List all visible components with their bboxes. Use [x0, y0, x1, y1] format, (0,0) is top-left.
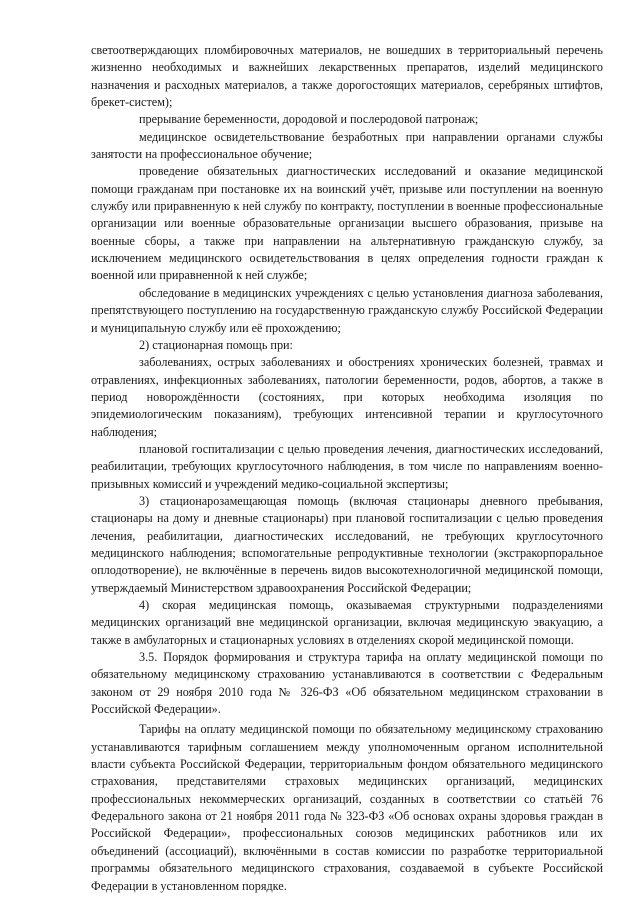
paragraph: заболеваниях, острых заболеваниях и обострениях хронических болезней, травмах и отравлениях, инфекционных заболеваниях, патологии беременности, родов, абортов, а также в период новорождённости (состояниях, при которых необходима изоляция по эпидемиологическим показаниям), требующих интенсивной терапии и круглосуточного наблюдения;	[91, 355, 603, 439]
section-3-5: 3.5. Порядок формирования и структура тарифа на оплату медицинской помощи по обязательному медицинскому страхованию устанавливаются в соответствии с Федеральным законом от 29 ноября 2010 года № 326-ФЗ «Об обязательном медицинском страховании в Российской Федерации».	[91, 650, 603, 717]
list-item-3: 3) стационарозамещающая помощь (включая стационары дневного пребывания, стационары на дому и дневные стационары) при плановой госпитализации с целью проведения лечения, реабилитации, диагностических исследований, не требующих круглосуточного медицинского наблюдения; вспомогательные репродуктивные технологии (экстракорпоральное оплодотворение), не включённые в перечень видов высокотехнологичной медицинской помощи, утверждаемый Министерством здравоохранения Российской Федерации;	[91, 493, 603, 595]
paragraph: светоотверждающих пломбировочных материалов, не вошедших в территориальный перечень жизненно необходимых и важнейших лекарственных препаратов, изделий медицинского назначения и расходных материалов, а также дорогостоящих материалов, серебряных штифтов, брекет-систем);	[91, 43, 603, 110]
paragraph: прерывание беременности, дородовой и послеродовой патронаж;	[139, 112, 479, 127]
list-item-4: 4) скорая медицинская помощь, оказываемая структурными подразделениями медицинских организаций вне медицинской организации, включая медицинскую эвакуацию, а также в амбулаторных и стационарных условиях в отделениях скорой медицинской помощи.	[91, 598, 603, 647]
paragraph: медицинское освидетельствование безработных при направлении органами службы занятости на профессиональное обучение;	[91, 129, 603, 162]
paragraph: обследование в медицинских учреждениях с целью установления диагноза заболевания, препятствующего поступлению на государственную гражданскую службу Российской Федерации и муниципальную службу или её прохождению;	[91, 285, 603, 335]
list-item-2-heading: 2) стационарная помощь при:	[139, 337, 293, 352]
paragraph: проведение обязательных диагностических исследований и оказание медицинской помощи гражданам при постановке их на воинский учёт, призыве или поступлении на военную службу или приравненную к ней службу по контракту, поступлении в военные профессиональные организации или военные образовательные организации высшего образования, призыве на военные сборы, а также при направлении на альтернативную гражданскую службу, за исключением медицинского освидетельствования в целях определения годности граждан к военной или приравненной к ней службе;	[91, 164, 603, 283]
document-page	[91, 42, 603, 895]
paragraph: Тарифы на оплату медицинской помощи по обязательному медицинскому страхованию устанавливаются тарифным соглашением между уполномоченным органом исполнительной власти субъекта Российской Федерации, территориальным фондом обязательного медицинского страхования, представителями страховых медицинских организаций, медицинских профессиональных некоммерческих организаций, созданных в соответствии со статьёй 76 Федерального закона от 21 ноября 2011 года № 323-ФЗ «Об основах охраны здоровья граждан в Российской Федерации», профессиональных союзов медицинских работников или их объединений (ассоциаций), включёнными в состав комиссии по разработке территориальной программы обязательного медицинского страхования, создаваемой в субъекте Российской Федерации в установленном порядке.	[91, 722, 603, 893]
paragraph: плановой госпитализации с целью проведения лечения, диагностических исследований, реабилитации, требующих круглосуточного наблюдения, в том числе по направлениям военно-призывных комиссий и учреждений медико-социальной экспертизы;	[91, 441, 603, 491]
